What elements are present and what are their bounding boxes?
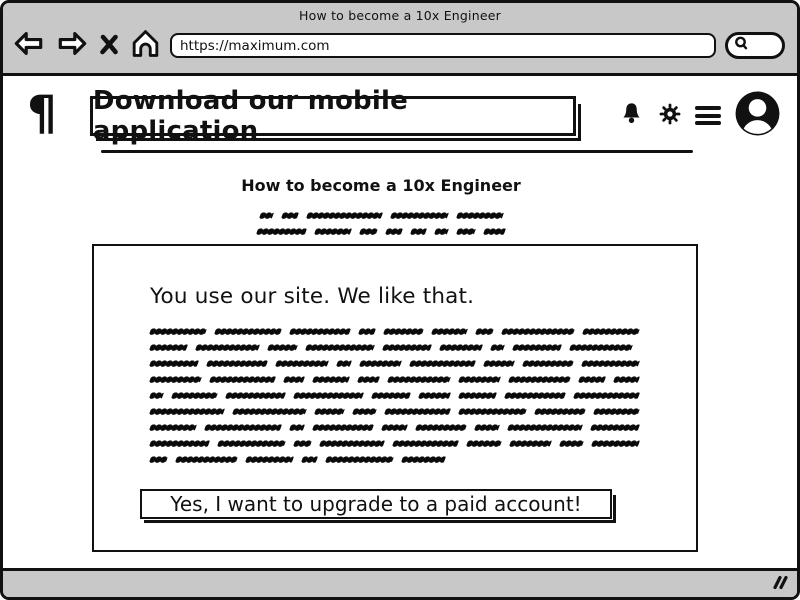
address-bar[interactable] (170, 33, 716, 58)
menu-button[interactable] (695, 106, 721, 125)
account-button[interactable] (734, 90, 781, 141)
download-app-button[interactable] (90, 85, 576, 146)
masthead-divider (101, 150, 693, 153)
upgrade-card-placeholder-text (150, 324, 641, 468)
upgrade-card (92, 244, 698, 552)
status-bar (3, 568, 797, 597)
pilcrow-logo: ¶ (27, 85, 57, 141)
bell-icon (618, 99, 645, 133)
search-button[interactable] (725, 32, 785, 59)
upgrade-cta-button-label: Yes, I want to upgrade to a paid account! (170, 491, 582, 516)
home-button[interactable] (130, 28, 161, 63)
masthead-actions (618, 90, 781, 141)
page-content (3, 76, 797, 568)
search-icon (732, 34, 752, 58)
article-title: How to become a 10x Engineer (241, 175, 521, 195)
close-x-icon (97, 30, 121, 61)
notifications-button[interactable] (618, 99, 645, 133)
avatar-icon (734, 90, 781, 141)
article-teaser-placeholder-text (3, 208, 759, 240)
browser-toolbar (3, 25, 797, 73)
article-header (3, 176, 759, 240)
hamburger-icon (695, 106, 721, 110)
download-app-button-label: Download our mobile application (92, 85, 408, 146)
stop-button[interactable] (97, 30, 121, 61)
site-masthead (3, 76, 797, 146)
gear-icon (658, 102, 682, 130)
upgrade-cta-button[interactable] (140, 489, 612, 519)
resize-slashes-icon (771, 575, 788, 594)
resize-handle[interactable] (771, 575, 788, 594)
window-title: How to become a 10x Engineer (299, 8, 501, 23)
settings-button[interactable] (658, 102, 682, 130)
forward-button[interactable] (55, 29, 88, 62)
back-arrow-icon (13, 29, 46, 62)
browser-chrome (3, 3, 797, 76)
back-button[interactable] (13, 29, 46, 62)
home-icon (130, 28, 161, 63)
forward-arrow-icon (55, 29, 88, 62)
upgrade-card-heading: You use our site. We like that. (150, 283, 475, 309)
address-input[interactable] (180, 38, 706, 54)
